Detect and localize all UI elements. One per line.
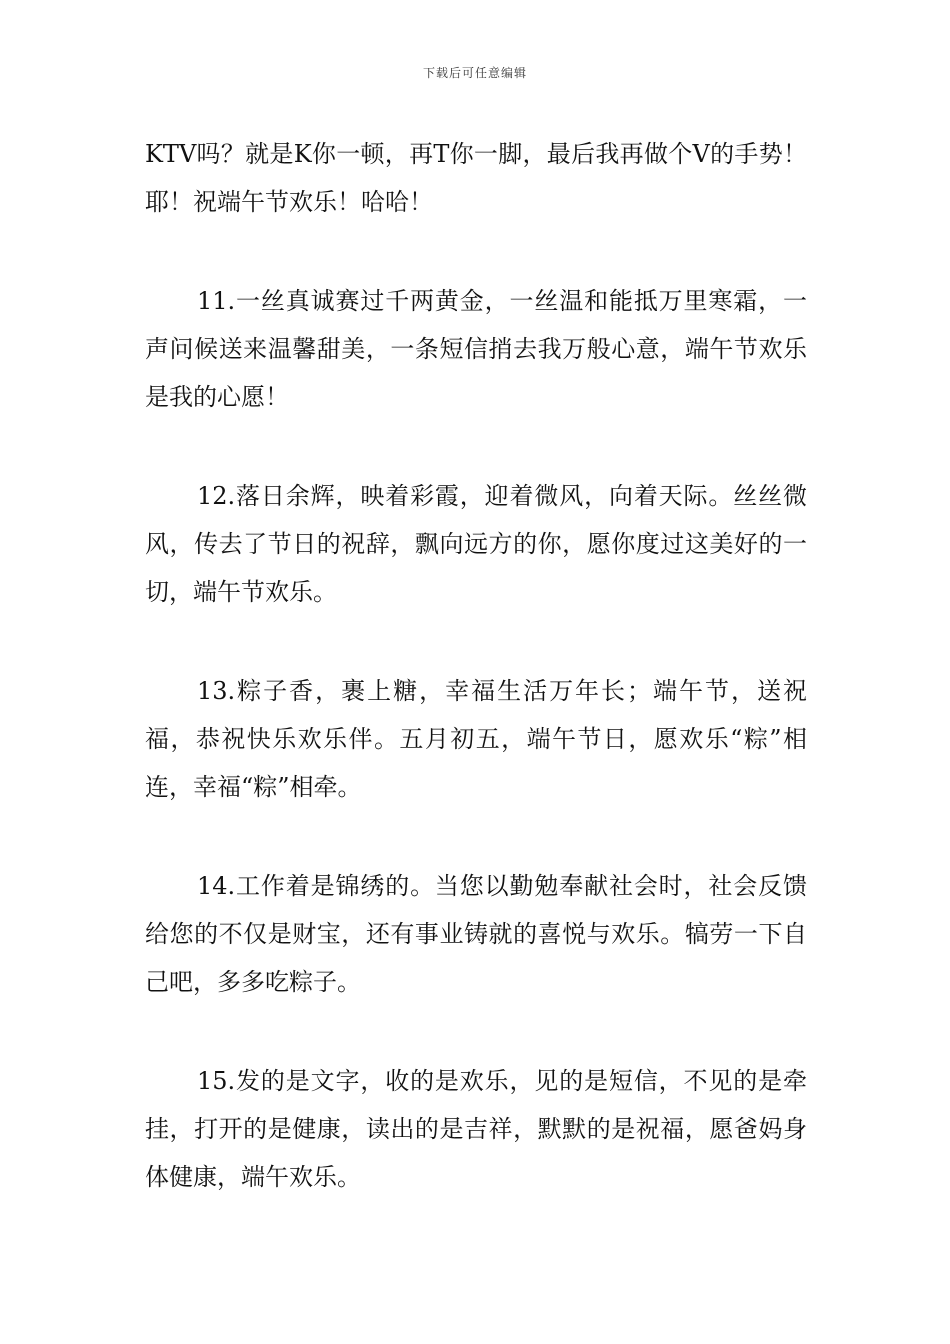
document-body xyxy=(145,130,807,1252)
paragraph-item-15: 15.发的是文字，收的是欢乐，见的是短信，不见的是牵挂，打开的是健康，读出的是吉祥，默默的是祝福，愿爸妈身体健康，端午欢乐。 xyxy=(145,1067,807,1191)
paragraph-continuation: KTV吗？就是K你一顿，再T你一脚，最后我再做个V的手势！耶！祝端午节欢乐！哈哈！ xyxy=(145,140,807,216)
paragraph-item-14: 14.工作着是锦绣的。当您以勤勉奉献社会时，社会反馈给您的不仅是财宝，还有事业铸就的喜悦与欢乐。犒劳一下自己吧，多多吃粽子。 xyxy=(145,872,807,996)
paragraph-item-12: 12.落日余辉，映着彩霞，迎着微风，向着天际。丝丝微风，传去了节日的祝辞，飘向远方的你，愿你度过这美好的一切，端午节欢乐。 xyxy=(145,482,807,606)
page-header-note: 下载后可任意编辑 xyxy=(422,66,527,80)
paragraph-item-13: 13.粽子香，裹上糖，幸福生活万年长；端午节，送祝福，恭祝快乐欢乐伴。五月初五，端午节日，愿欢乐“粽”相连，幸福“粽”相牵。 xyxy=(145,677,807,801)
paragraph-item-11: 11.一丝真诚赛过千两黄金，一丝温和能抵万里寒霜，一声问候送来温馨甜美，一条短信捎去我万般心意，端午节欢乐是我的心愿！ xyxy=(145,287,807,411)
